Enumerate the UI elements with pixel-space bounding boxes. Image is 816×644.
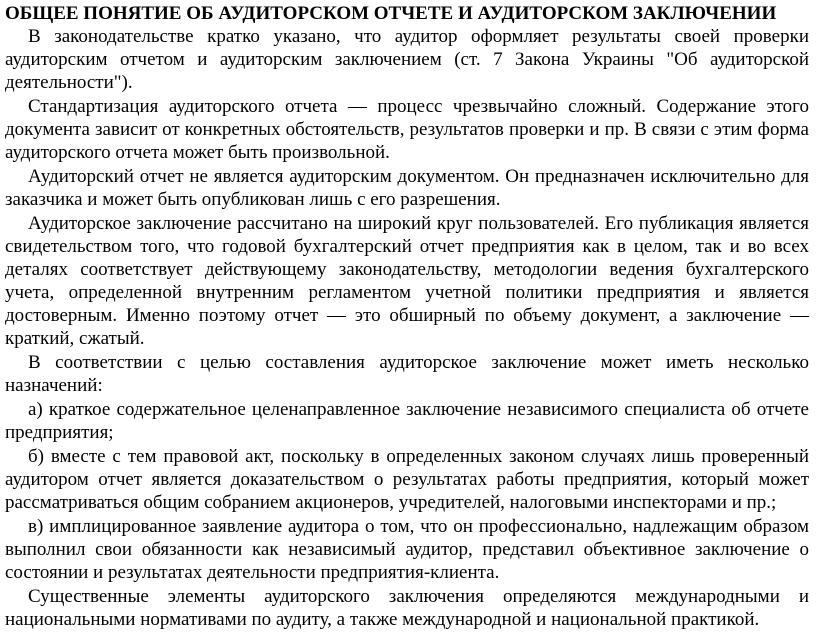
paragraph-essential-elements: Существенные элементы аудиторского заключения определяются международными и национальными нормативами по аудиту, а также международной и национальной практикой. xyxy=(5,586,809,630)
paragraph-standardization: Стандартизация аудиторского отчета — процесс чрезвычайно сложный. Содержание этого документа зависит от конкретных обстоятельств, результатов проверки и пр. В связи с этим форма аудиторского отчета может быть произвольной. xyxy=(5,96,809,163)
paragraph-purposes-intro: В соответствии с целью составления аудиторское заключение может иметь несколько назначений: xyxy=(5,352,809,396)
paragraph-legislation: В законодательстве кратко указано, что аудитор оформляет результаты своей проверки аудиторским отчетом и аудиторским заключением (ст. 7 Закона Украины "Об аудиторской деятельности"). xyxy=(5,26,809,93)
paragraph-audit-report: Аудиторский отчет не является аудиторским документом. Он предназначен исключительно для заказчика и может быть опубликован лишь с его разрешения. xyxy=(5,166,809,210)
paragraph-audit-conclusion: Аудиторское заключение рассчитано на широкий круг пользователей. Его публикация является свидетельством того, что годовой бухгалтерский отчет предприятия как в целом, так и во всех деталях соответствует действующему законодательству, методологии ведения бухгалтерского учета, определенной внутренним регламентом учетной политики предприятия и является достоверным. Именно поэтому отчет — это обширный по объему документ, а заключение — краткий, сжатый. xyxy=(5,213,809,349)
list-item-a: а) краткое содержательное целенаправленное заключение независимого специалиста об отчете предприятия; xyxy=(5,399,809,443)
document-title: ОБЩЕЕ ПОНЯТИЕ ОБ АУДИТОРСКОМ ОТЧЕТЕ И АУДИТОРСКОМ ЗАКЛЮЧЕНИИ xyxy=(5,3,777,24)
list-item-b: б) вместе с тем правовой акт, поскольку в определенных законом случаях лишь проверенный аудитором отчет является доказательством о результатах работы предприятия, который может рассматриваться общим собранием акционеров, учредителей, налоговыми инспекторами и пр.; xyxy=(5,446,809,513)
list-item-c: в) имплицированное заявление аудитора о том, что он профессионально, надлежащим образом выполнил свои обязанности как независимый аудитор, представил объективное заключение о состоянии и результатах деятельности предприятия-клиента. xyxy=(5,516,809,583)
